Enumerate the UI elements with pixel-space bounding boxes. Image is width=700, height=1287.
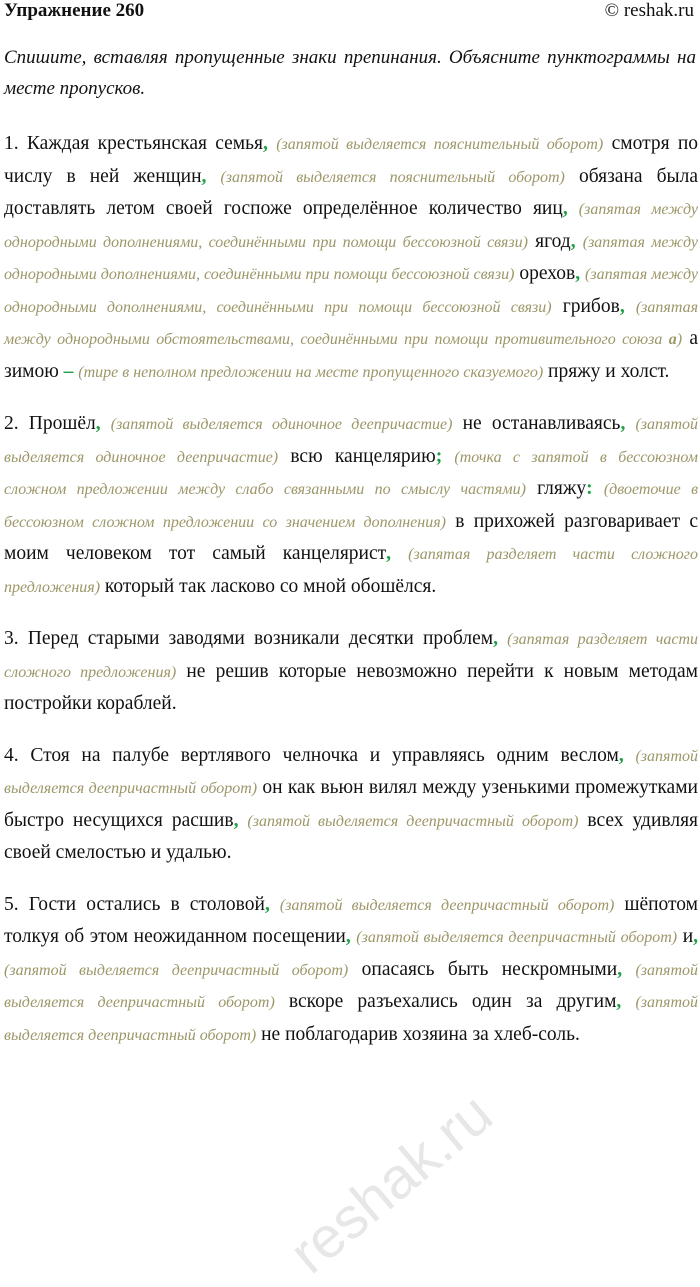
inserted-punctuation: ,	[562, 198, 568, 219]
comment-text: (запятая разделяет части сложного предложения)	[4, 546, 699, 596]
site-copyright: © reshak.ru	[604, 0, 694, 21]
comment-conjunction: а	[668, 331, 677, 348]
comment-text: (запятая между однородными дополнениями, соединёнными при помощи бессоюзной связи)	[4, 201, 699, 251]
sentence-text: гляжу	[537, 478, 587, 499]
comment-text: (запятой выделяется деепричастный оборот)	[247, 812, 579, 830]
sentence-text: 1. Каждая крестьянская семья	[4, 133, 263, 154]
sentence-text: 2. Прошёл	[4, 413, 96, 434]
inserted-punctuation: –	[63, 360, 74, 382]
punctuation-comment	[276, 136, 603, 153]
sentence-text: опасаясь быть нескромными	[361, 958, 618, 980]
punctuation-comment	[247, 813, 578, 830]
comment-text: (запятой выделяется деепричастный оборот)	[4, 994, 698, 1044]
sentence-text: не поблагодарив хозяина за хлеб-соль.	[261, 1023, 580, 1045]
comment-text: (двоеточие в бессоюзном сложном предложении со значением дополнения)	[4, 481, 699, 531]
comment-text: (тире в неполном предложении на месте пропущенного сказуемого)	[78, 363, 544, 381]
sentence-text: обязана была доставлять летом своей госпоже определённое количество яиц	[4, 165, 699, 219]
punctuation-comment	[4, 962, 348, 979]
sentence-item	[4, 740, 698, 869]
sentence-text: 3. Перед старыми заводями возникали десятки проблем	[4, 628, 494, 649]
sentence-text: шёпотом толкуя об этом неожиданном посещении	[4, 893, 699, 947]
sentence-text: не останавливаясь	[462, 413, 621, 434]
inserted-punctuation: :	[586, 478, 593, 499]
comment-text: (запятая между однородными обстоятельствами, соединёнными при помощи противительного союза	[4, 298, 699, 348]
inserted-punctuation: ,	[617, 958, 623, 980]
comment-text: (запятая разделяет части сложного предложения)	[4, 631, 699, 681]
inserted-punctuation: ,	[693, 926, 698, 947]
inserted-punctuation: ,	[386, 543, 392, 564]
comment-text: (запятой выделяется деепричастный оборот)	[4, 747, 698, 797]
sentence-text: который так ласково со мной обошёлся.	[104, 575, 437, 597]
sentence-text: всю канцелярию	[290, 445, 436, 467]
comment-text: (запятой выделяется деепричастный оборот)	[4, 961, 699, 1011]
sentence-text: орехов	[519, 263, 576, 284]
sentence-text: а зимою	[4, 328, 698, 382]
sentence-item	[4, 408, 698, 603]
sentence-item	[4, 128, 698, 388]
inserted-punctuation: ,	[619, 295, 625, 317]
inserted-punctuation: ,	[345, 926, 351, 947]
sentence-text: не решив которые невозможно перейти к новым методам постройки кораблей.	[4, 660, 699, 714]
sentence-text: пряжу и холст.	[548, 360, 670, 382]
punctuation-comment	[280, 897, 614, 914]
punctuation-comment	[78, 364, 543, 381]
comment-text: (запятой выделяется пояснительный оборот)	[276, 136, 604, 153]
sentence-text: 4. Стоя на палубе вертлявого челночка и управляясь одним веслом	[4, 744, 619, 766]
inserted-punctuation: ,	[95, 413, 101, 434]
inserted-punctuation: ,	[493, 628, 498, 649]
sentence-text: смотря по числу в ней женщин	[4, 133, 699, 187]
exercise-title: Упражнение 260	[4, 0, 145, 21]
exercise-instruction: Спишите, вставляя пропущенные знаки препинания. Объясните пунктограммы на месте пропусков.	[4, 47, 696, 99]
sentence-text: в прихожей разговаривает с моим человеком тот самый канцелярист	[4, 510, 699, 564]
inserted-punctuation: ,	[201, 165, 207, 187]
sentence-text: и	[682, 926, 694, 947]
comment-text: (запятой выделяется деепричастный оборот)	[279, 896, 615, 914]
inserted-punctuation: ;	[435, 445, 443, 467]
comment-text: (точка с запятой в бессоюзном сложном предложении между слабо связанными по смыслу частями)	[4, 448, 699, 498]
inserted-punctuation: ,	[233, 809, 239, 831]
comment-text: (запятой выделяется одиночное деепричастие)	[110, 416, 453, 433]
comment-text: (запятой выделяется деепричастный оборот)	[356, 929, 678, 946]
sentence-item	[4, 623, 698, 720]
punctuation-comment	[220, 169, 564, 186]
sentence-item	[4, 889, 698, 1052]
inserted-punctuation: ,	[570, 230, 576, 252]
page-header	[4, 0, 694, 26]
inserted-punctuation: ,	[264, 893, 270, 915]
comment-text: (запятой выделяется одиночное деепричастие)	[4, 416, 699, 466]
comment-text: (запятая между однородными дополнениями, соединёнными при помощи бессоюзной связи)	[4, 233, 699, 283]
sentence-text: он как вьюн вилял между узенькими промежутками быстро несущихся расшив	[4, 777, 698, 831]
inserted-punctuation: ,	[575, 263, 581, 284]
comment-text: (запятой выделяется пояснительный оборот)	[220, 168, 565, 186]
sentence-text: вскоре разъехались один за другим	[288, 991, 617, 1012]
sentence-text: 5. Гости остались в столовой	[4, 893, 265, 915]
comment-text: (запятой выделяется деепричастный оборот)	[4, 961, 349, 979]
sentence-text: ягод	[535, 230, 571, 252]
comment-close: )	[676, 331, 683, 348]
sentence-text: грибов	[562, 295, 620, 317]
inserted-punctuation: ,	[616, 991, 622, 1012]
watermark: reshak.ru	[277, 1080, 505, 1287]
inserted-punctuation: ,	[618, 744, 624, 766]
comment-text: (запятая между однородными дополнениями, соединёнными при помощи бессоюзной связи)	[4, 266, 699, 316]
sentence-text: всех удивляя своей смелостью и удалью.	[4, 809, 699, 863]
punctuation-comment	[356, 929, 677, 946]
inserted-punctuation: ,	[263, 133, 268, 154]
inserted-punctuation: ,	[620, 413, 626, 434]
exercise-items	[4, 128, 698, 1071]
punctuation-comment	[111, 416, 453, 433]
